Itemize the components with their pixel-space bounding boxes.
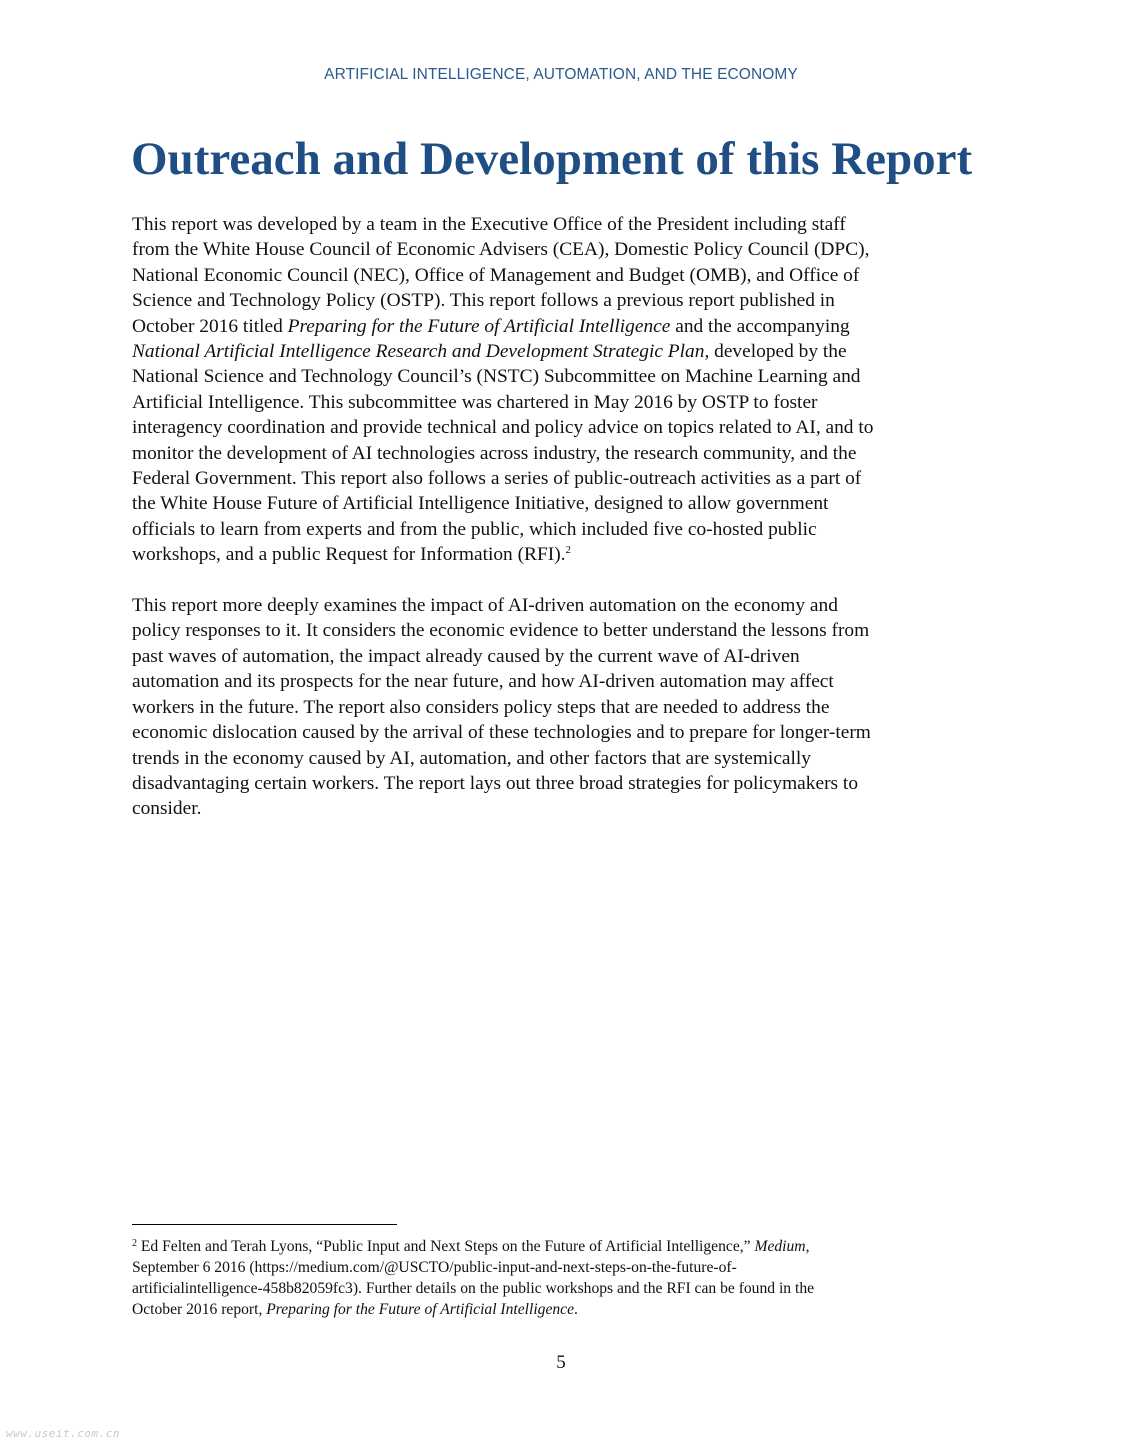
page-title: Outreach and Development of this Report	[131, 133, 973, 185]
paragraph-1-line: This report was developed by a team in the Executive Office of the President including staff	[132, 214, 846, 235]
line-text: , developed by the	[704, 341, 847, 363]
page-number: 5	[556, 1352, 566, 1373]
paragraph-1-line: Science and Technology Policy (OSTP). This report follows a previous report published in	[132, 290, 835, 312]
paragraph-1-line: interagency coordination and provide technical and policy advice on topics related to AI, and to	[132, 417, 874, 439]
paragraph-1-line: Artificial Intelligence. This subcommittee was chartered in May 2016 by OSTP to foster	[132, 391, 818, 413]
footnote-number: 2	[132, 1238, 137, 1249]
paragraph-1-line: from the White House Council of Economic Advisers (CEA), Domestic Policy Council (DPC),	[132, 239, 870, 261]
running-header: ARTIFICIAL INTELLIGENCE, AUTOMATION, AND THE ECONOMY	[324, 66, 798, 83]
paragraph-2-line: economic dislocation caused by the arrival of these technologies and to prepare for longer-term	[132, 722, 871, 744]
paragraph-1-line: monitor the development of AI technologies across industry, the research community, and the	[132, 442, 857, 464]
watermark: www.useit.com.cn	[6, 1427, 120, 1440]
paragraph-2-line: consider.	[132, 798, 202, 820]
footnote	[132, 1236, 992, 1320]
footnote-divider	[132, 1224, 397, 1225]
publication-italic: Medium	[754, 1238, 806, 1255]
line-text: October 2016 report,	[132, 1301, 267, 1318]
paragraph-2-line: workers in the future. The report also considers policy steps that are needed to address the	[132, 696, 830, 718]
paragraph-1-line: National Economic Council (NEC), Office of Management and Budget (OMB), and Office of	[132, 264, 860, 286]
paragraph-2-line: trends in the economy caused by AI, automation, and other factors that are systemically	[132, 747, 812, 769]
report-title-italic: Preparing for the Future of Artificial Intelligence	[266, 1301, 575, 1318]
line-text: workshops, and a public Request for Information (RFI).	[132, 544, 566, 566]
footnote-line	[132, 1236, 992, 1257]
line-text: and the accompanying	[670, 315, 850, 337]
paragraph-1-line: the White House Future of Artificial Intelligence Initiative, designed to allow government	[132, 493, 829, 515]
footnote-line	[132, 1299, 992, 1320]
footnote-line: artificialintelligence-458b82059fc3). Further details on the public workshops and the RFI can be found in the	[132, 1280, 815, 1297]
paragraph-2-line: past waves of automation, the impact already caused by the current wave of AI-driven	[132, 645, 800, 667]
paragraph-2-line: disadvantaging certain workers. The report lays out three broad strategies for policymakers to	[132, 772, 859, 794]
paragraph-2	[132, 593, 992, 822]
paragraph-1-line	[132, 542, 992, 567]
paragraph-1-line	[132, 339, 992, 364]
footnote-url-line[interactable]: September 6 2016 (https://medium.com/@USCTO/public-input-and-next-steps-on-the-future-of-	[132, 1259, 737, 1276]
paragraph-1	[132, 212, 992, 568]
footnote-reference[interactable]: 2	[565, 544, 572, 557]
paragraph-1-line: officials to learn from experts and from the public, which included five co-hosted public	[132, 518, 817, 540]
report-body	[132, 212, 992, 847]
paragraph-2-line: policy responses to it. It considers the economic evidence to better understand the lessons from	[132, 620, 870, 642]
paragraph-1-line: National Science and Technology Council’s (NSTC) Subcommittee on Machine Learning and	[132, 366, 861, 388]
line-text: .	[574, 1301, 578, 1318]
line-text: Ed Felten and Terah Lyons, “Public Input and Next Steps on the Future of Artificial Intelligence,”	[137, 1238, 755, 1255]
paragraph-1-line	[132, 314, 992, 339]
line-text: October 2016 titled	[132, 315, 288, 337]
strategic-plan-title-italic: National Artificial Intelligence Research and Development Strategic Plan	[132, 341, 705, 363]
paragraph-1-line: Federal Government. This report also follows a series of public-outreach activities as a part of	[132, 468, 862, 490]
line-text: ,	[805, 1238, 810, 1255]
paragraph-2-line: automation and its prospects for the near future, and how AI-driven automation may affect	[132, 671, 834, 693]
paragraph-2-line: This report more deeply examines the impact of AI-driven automation on the economy and	[132, 595, 838, 617]
report-title-italic: Preparing for the Future of Artificial Intelligence	[287, 315, 671, 337]
